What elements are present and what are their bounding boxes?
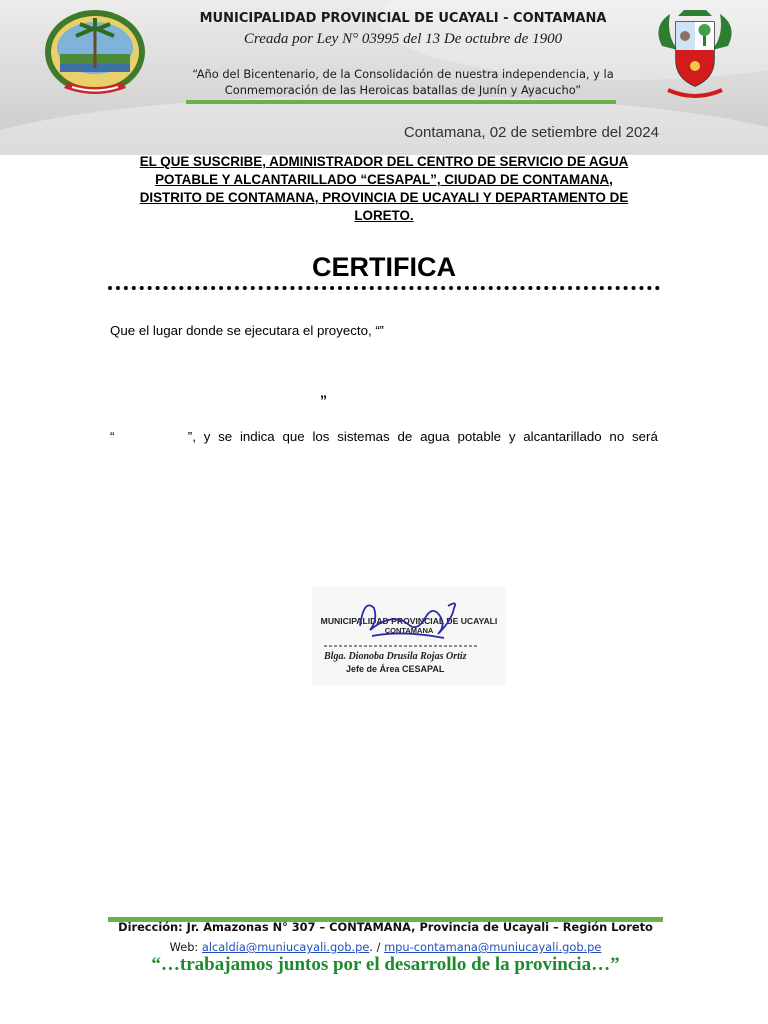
paragraph-word: y (203, 429, 211, 444)
stamp-line: CONTAMANA (384, 626, 434, 635)
municipal-seal-icon (42, 8, 148, 100)
email-link-mpu[interactable]: mpu-contamana@muniucayali.gob.pe (384, 940, 602, 954)
certification-paragraph: Que el lugar donde se ejecutara el proyecto, “‟ (110, 323, 385, 338)
letterhead (0, 0, 768, 155)
opening-quote: “ (110, 429, 115, 444)
footer-web (108, 940, 663, 954)
paragraph-word: potable (457, 429, 502, 444)
official-stamp-signature (312, 586, 506, 686)
paragraph-word: indica (239, 429, 275, 444)
stamp-signer-name: Blga. Dionoba Drusila Rojas Ortiz (324, 651, 467, 662)
email-separator: . / (369, 940, 381, 954)
paragraph-word: ”, (187, 429, 196, 444)
certification-paragraph-continued (110, 429, 658, 444)
subscriber-line: LORETO. (354, 208, 414, 223)
subscriber-heading (108, 153, 660, 225)
web-label: Web: (169, 940, 199, 954)
paragraph-word: de (397, 429, 413, 444)
paragraph-word: que (282, 429, 305, 444)
paragraph-word: no (609, 429, 625, 444)
place-date: Contamana, 02 de setiembre del 2024 (403, 124, 659, 141)
email-link-alcaldia[interactable]: alcaldía@muniucayali.gob.pe (201, 940, 370, 954)
year-motto (170, 66, 636, 98)
footer-slogan: “…trabajamos juntos por el desarrollo de la provincia…” (151, 954, 620, 975)
footer-address: Dirección: Jr. Amazonas N° 307 – CONTAMANA, Provincia de Ucayali – Región Loreto (118, 920, 653, 934)
paragraph-word: y (508, 429, 516, 444)
paragraph-word: se (218, 429, 233, 444)
stamp-line: MUNICIPALIDAD PROVINCIAL DE UCAYALI (320, 616, 498, 626)
subscriber-line: EL QUE SUSCRIBE, ADMINISTRADOR DEL CENTRO DE SERVICIO DE AGUA (139, 154, 629, 169)
header-green-rule (186, 100, 616, 104)
paragraph-word: será (632, 429, 658, 444)
year-motto-line: Conmemoración de las Heroicas batallas de Junín y Ayacucho” (224, 83, 582, 97)
year-motto-line: “Año del Bicentenario, de la Consolidación de nuestra independencia, y la (192, 67, 614, 81)
closing-quote: ” (320, 392, 327, 408)
org-creation-law: Creada por Ley N° 03995 del 13 De octubre de 1900 (243, 31, 563, 47)
paragraph-word: agua (420, 429, 450, 444)
subscriber-line: POTABLE Y ALCANTARILLADO “CESAPAL”, CIUDAD DE CONTAMANA, (155, 172, 613, 187)
org-name: MUNICIPALIDAD PROVINCIAL DE UCAYALI - CONTAMANA (199, 11, 607, 26)
document-title: CERTIFICA (312, 252, 456, 282)
peru-coat-of-arms-icon (648, 6, 742, 100)
paragraph-word: sistemas (337, 429, 390, 444)
paragraph-word: los (312, 429, 330, 444)
paragraph-word: alcantarillado (523, 429, 602, 444)
title-dotted-rule (108, 286, 660, 290)
subscriber-line: DISTRITO DE CONTAMANA, PROVINCIA DE UCAYALI Y DEPARTAMENTO DE (139, 190, 629, 205)
stamp-signer-role: Jefe de Área CESAPAL (346, 664, 445, 674)
